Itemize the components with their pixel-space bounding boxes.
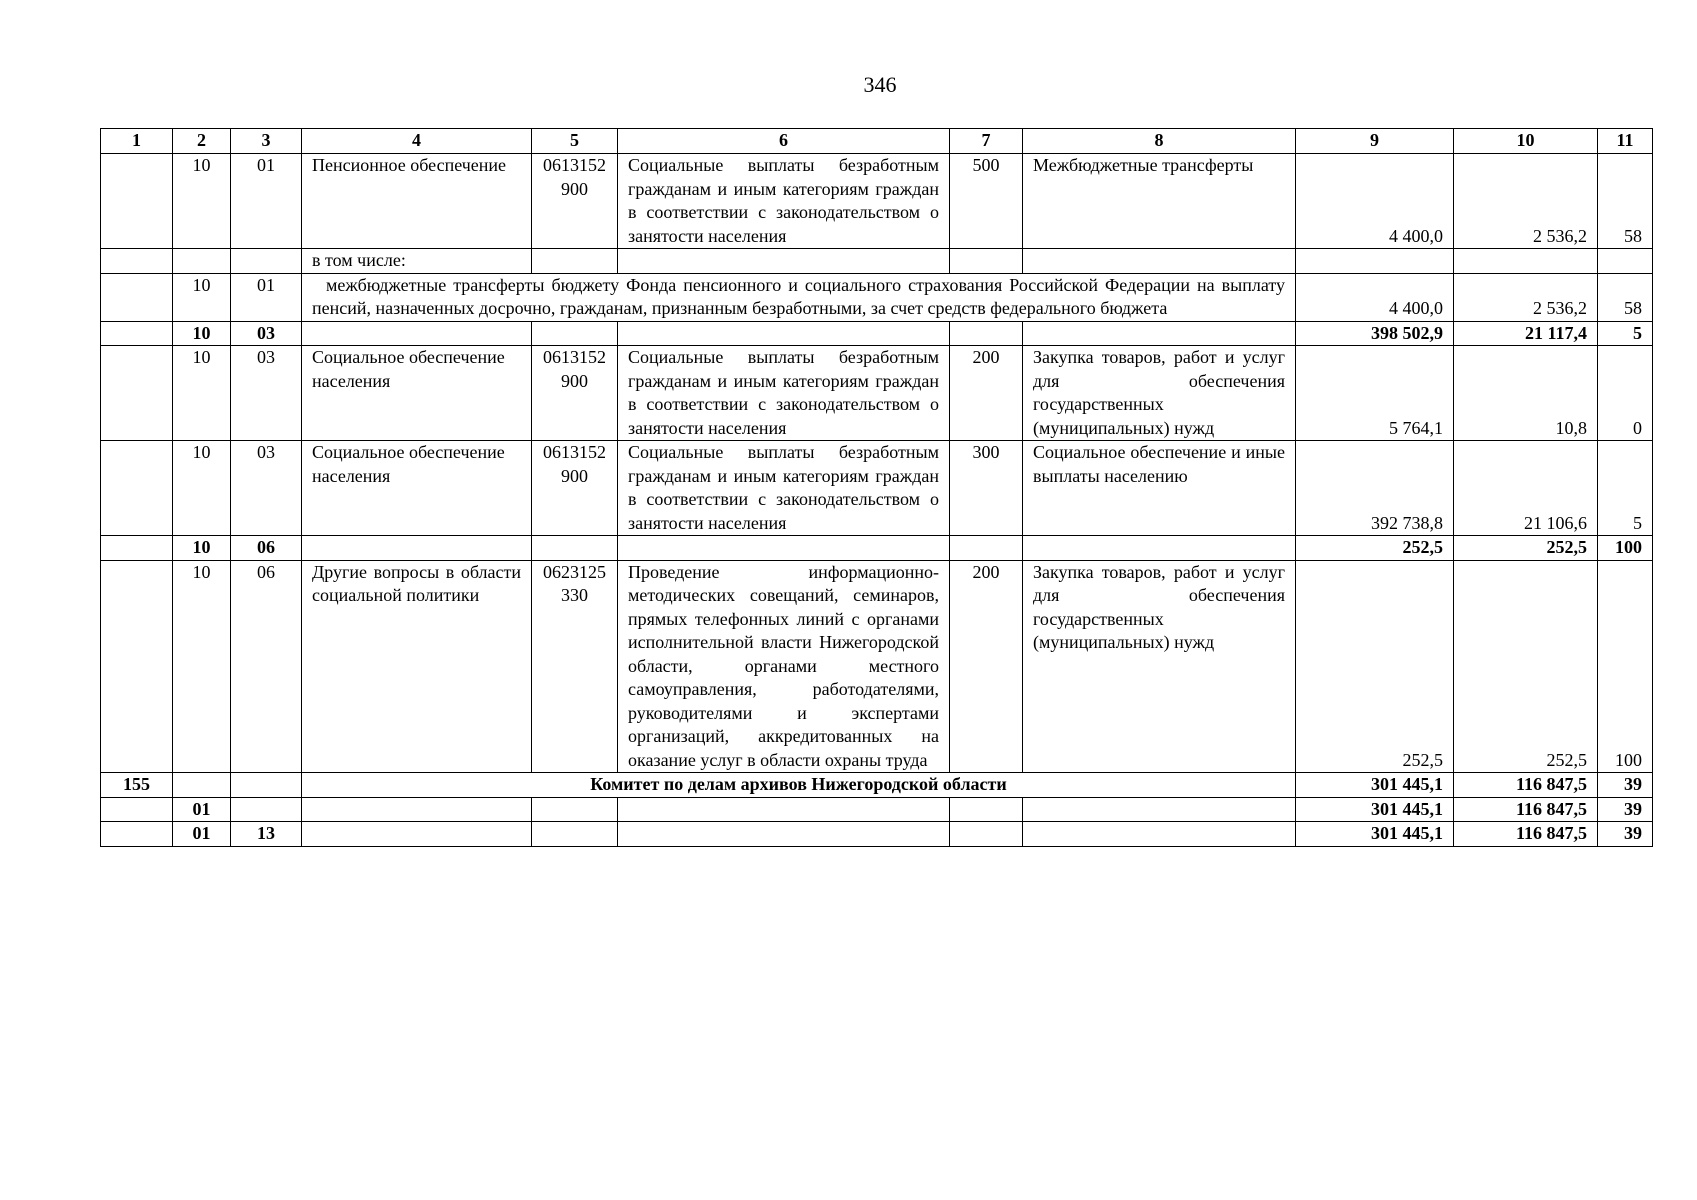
cell-section: 10: [173, 154, 231, 249]
cell-subsection: [231, 797, 302, 822]
cell-expense-type: [950, 249, 1023, 274]
cell-target-article: [532, 536, 618, 561]
cell-plan: 252,5: [1296, 536, 1454, 561]
cell-expense-type: [950, 536, 1023, 561]
cell-article-name: Проведение информационно-методических совещаний, семинаров, прямых телефонных линий с органами исполнительной власти Нижегородской области, органами местного самоуправления, работодателями, руководителями и экспертами организаций, аккредитованных на оказание услуг в области охраны труда: [618, 560, 950, 773]
cell-subsection: 01: [231, 273, 302, 321]
header-cell: 6: [618, 129, 950, 154]
cell-expense-name: [1023, 321, 1296, 346]
subtotal-row: [101, 536, 1653, 561]
cell-section-name: Социальное обеспечение населения: [302, 346, 532, 441]
cell-section: 10: [173, 536, 231, 561]
cell-target-article: 0613152900: [532, 154, 618, 249]
cell-article-name: Социальные выплаты безработным гражданам и иным категориям граждан в соответствии с законодательством о занятости населения: [618, 154, 950, 249]
page-number: 346: [863, 72, 897, 97]
header-cell: 2: [173, 129, 231, 154]
cell-expense-name: [1023, 249, 1296, 274]
cell-subsection: 06: [231, 536, 302, 561]
cell-target-article: [532, 321, 618, 346]
cell-expense-type: 500: [950, 154, 1023, 249]
cell-plan: 398 502,9: [1296, 321, 1454, 346]
cell-expense-name: Закупка товаров, работ и услуг для обеспечения государственных (муниципальных) нужд: [1023, 560, 1296, 773]
cell-percent: 5: [1598, 321, 1653, 346]
cell-section: 10: [173, 321, 231, 346]
cell-subsection: [231, 249, 302, 274]
header-cell: 9: [1296, 129, 1454, 154]
cell-expense-name: [1023, 797, 1296, 822]
cell-section-name: в том числе:: [302, 249, 532, 274]
cell-percent: 5: [1598, 441, 1653, 536]
table-row: [101, 560, 1653, 773]
cell-plan: [1296, 249, 1454, 274]
cell-ministry: 155: [101, 773, 173, 798]
cell-ministry: [101, 560, 173, 773]
cell-section: [173, 249, 231, 274]
cell-section-name: [302, 321, 532, 346]
budget-table: [100, 128, 1653, 847]
cell-actual: 116 847,5: [1454, 773, 1598, 798]
cell-expense-name: Закупка товаров, работ и услуг для обеспечения государственных (муниципальных) нужд: [1023, 346, 1296, 441]
cell-expense-type: 200: [950, 346, 1023, 441]
cell-article-name: Социальные выплаты безработным гражданам и иным категориям граждан в соответствии с законодательством о занятости населения: [618, 441, 950, 536]
cell-percent: 39: [1598, 822, 1653, 847]
table-row: [101, 441, 1653, 536]
header-cell: 10: [1454, 129, 1598, 154]
cell-expense-type: 300: [950, 441, 1023, 536]
cell-plan: 301 445,1: [1296, 773, 1454, 798]
organization-title: Комитет по делам архивов Нижегородской области: [302, 773, 1296, 798]
header-cell: 8: [1023, 129, 1296, 154]
cell-actual: 2 536,2: [1454, 154, 1598, 249]
cell-section: 10: [173, 273, 231, 321]
cell-percent: [1598, 249, 1653, 274]
cell-expense-name: Межбюджетные трансферты: [1023, 154, 1296, 249]
cell-ministry: [101, 273, 173, 321]
cell-section: [173, 773, 231, 798]
cell-section-name: [302, 822, 532, 847]
cell-section-name: [302, 797, 532, 822]
table-header-row: [101, 129, 1653, 154]
cell-subsection: 03: [231, 441, 302, 536]
cell-article-name: [618, 797, 950, 822]
organization-total-row: [101, 773, 1653, 798]
cell-actual: 2 536,2: [1454, 273, 1598, 321]
cell-section-name: [302, 536, 532, 561]
cell-percent: 39: [1598, 773, 1653, 798]
cell-target-article: [532, 797, 618, 822]
cell-actual: [1454, 249, 1598, 274]
cell-plan: 301 445,1: [1296, 797, 1454, 822]
header-cell: 7: [950, 129, 1023, 154]
cell-actual: 10,8: [1454, 346, 1598, 441]
cell-actual: 116 847,5: [1454, 797, 1598, 822]
cell-plan: 301 445,1: [1296, 822, 1454, 847]
cell-target-article: [532, 822, 618, 847]
cell-expense-type: [950, 822, 1023, 847]
cell-ministry: [101, 822, 173, 847]
header-cell: 3: [231, 129, 302, 154]
cell-ministry: [101, 536, 173, 561]
cell-target-article: 0613152900: [532, 346, 618, 441]
cell-section: 10: [173, 346, 231, 441]
cell-ministry: [101, 154, 173, 249]
cell-target-article: 0613152900: [532, 441, 618, 536]
cell-actual: 252,5: [1454, 560, 1598, 773]
cell-ministry: [101, 249, 173, 274]
cell-subsection: 13: [231, 822, 302, 847]
cell-actual: 252,5: [1454, 536, 1598, 561]
cell-ministry: [101, 346, 173, 441]
cell-percent: 39: [1598, 797, 1653, 822]
subtotal-row: [101, 321, 1653, 346]
cell-plan: 392 738,8: [1296, 441, 1454, 536]
cell-section: 10: [173, 441, 231, 536]
cell-percent: 100: [1598, 536, 1653, 561]
cell-section-name: Пенсионное обеспечение: [302, 154, 532, 249]
cell-ministry: [101, 321, 173, 346]
cell-section: 10: [173, 560, 231, 773]
table-row: [101, 249, 1653, 274]
cell-article-name: [618, 321, 950, 346]
cell-subsection: 01: [231, 154, 302, 249]
cell-expense-name: [1023, 536, 1296, 561]
subtotal-row: [101, 797, 1653, 822]
cell-actual: 21 106,6: [1454, 441, 1598, 536]
cell-section-name: Социальное обеспечение населения: [302, 441, 532, 536]
cell-percent: 58: [1598, 273, 1653, 321]
cell-expense-name: Социальное обеспечение и иные выплаты населению: [1023, 441, 1296, 536]
header-cell: 5: [532, 129, 618, 154]
cell-subsection: 06: [231, 560, 302, 773]
cell-section-name: Другие вопросы в области социальной политики: [302, 560, 532, 773]
cell-transfer-note: межбюджетные трансферты бюджету Фонда пенсионного и социального страхования Российской Федерации на выплату пенсий, назначенных досрочно, гражданам, признанным безработными, за счет средств федерального бюджета: [302, 273, 1296, 321]
cell-subsection: 03: [231, 321, 302, 346]
cell-expense-type: [950, 321, 1023, 346]
cell-percent: 100: [1598, 560, 1653, 773]
cell-plan: 252,5: [1296, 560, 1454, 773]
cell-section: 01: [173, 797, 231, 822]
cell-expense-name: [1023, 822, 1296, 847]
cell-article-name: [618, 249, 950, 274]
cell-plan: 4 400,0: [1296, 273, 1454, 321]
header-cell: 11: [1598, 129, 1653, 154]
cell-subsection: 03: [231, 346, 302, 441]
cell-expense-type: 200: [950, 560, 1023, 773]
cell-percent: 58: [1598, 154, 1653, 249]
table-row: [101, 154, 1653, 249]
cell-target-article: 0623125330: [532, 560, 618, 773]
header-cell: 1: [101, 129, 173, 154]
cell-article-name: [618, 822, 950, 847]
cell-target-article: [532, 249, 618, 274]
cell-percent: 0: [1598, 346, 1653, 441]
cell-ministry: [101, 797, 173, 822]
cell-section: 01: [173, 822, 231, 847]
cell-article-name: Социальные выплаты безработным гражданам и иным категориям граждан в соответствии с законодательством о занятости населения: [618, 346, 950, 441]
table-row: [101, 273, 1653, 321]
header-cell: 4: [302, 129, 532, 154]
cell-ministry: [101, 441, 173, 536]
cell-plan: 5 764,1: [1296, 346, 1454, 441]
table-row: [101, 346, 1653, 441]
cell-expense-type: [950, 797, 1023, 822]
cell-actual: 116 847,5: [1454, 822, 1598, 847]
cell-article-name: [618, 536, 950, 561]
cell-subsection: [231, 773, 302, 798]
cell-actual: 21 117,4: [1454, 321, 1598, 346]
cell-plan: 4 400,0: [1296, 154, 1454, 249]
subtotal-row: [101, 822, 1653, 847]
